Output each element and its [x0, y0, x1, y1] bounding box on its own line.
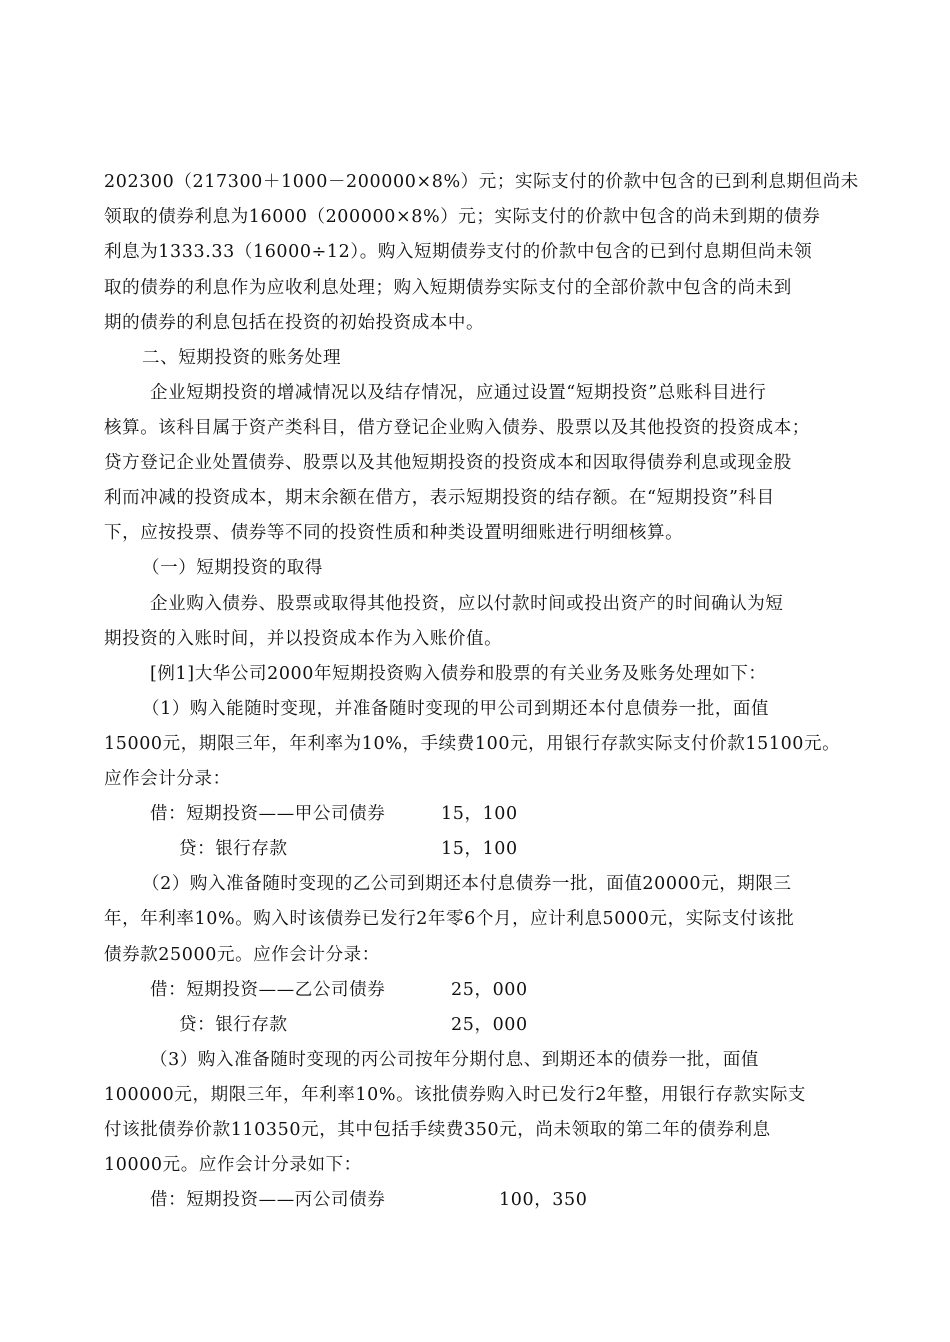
- journal-entry-credit: 贷：银行存款: [179, 839, 288, 859]
- paragraph-line: 期的债券的利息包括在投资的初始投资成本中。: [104, 313, 485, 333]
- paragraph-line: 利息为1333.33（16000÷12）。购入短期债券支付的价款中包含的已到付息期但尚未领: [104, 242, 813, 262]
- journal-entry-amount: 15，100: [441, 804, 518, 824]
- journal-entry-amount: 25，000: [451, 1015, 528, 1035]
- journal-entry-amount: 15，100: [441, 839, 518, 859]
- paragraph-line: 15000元，期限三年，年利率为10%，手续费100元，用银行存款实际支付价款15100元。: [104, 734, 841, 754]
- paragraph-line: 企业短期投资的增减情况以及结存情况，应通过设置“短期投资”总账科目进行: [150, 383, 767, 403]
- paragraph-line: 企业购入债券、股票或取得其他投资，应以付款时间或投出资产的时间确认为短: [150, 594, 784, 614]
- paragraph-line: 100000元，期限三年，年利率10%。该批债券购入时已发行2年整，用银行存款实际支: [104, 1085, 807, 1105]
- section-heading: 二、短期投资的账务处理: [142, 348, 342, 368]
- example-heading: [例1]大华公司2000年短期投资购入债券和股票的有关业务及账务处理如下：: [150, 664, 767, 684]
- journal-entry-credit: 贷：银行存款: [179, 1015, 288, 1035]
- paragraph-line: 下，应按投票、债券等不同的投资性质和种类设置明细账进行明细核算。: [104, 523, 684, 543]
- subsection-heading: （一）短期投资的取得: [142, 558, 323, 578]
- journal-entry-debit: 借：短期投资——乙公司债券: [150, 980, 386, 1000]
- paragraph-line: 贷方登记企业处置债券、股票以及其他短期投资的投资成本和因取得债券利息或现金股: [104, 453, 792, 473]
- paragraph-line: 利而冲减的投资成本，期末余额在借方，表示短期投资的结存额。在“短期投资”科目: [104, 488, 775, 508]
- paragraph-line: 期投资的入账时间，并以投资成本作为入账价值。: [104, 629, 503, 649]
- paragraph-line: 付该批债券价款110350元，其中包括手续费350元，尚未领取的第二年的债券利息: [104, 1120, 771, 1140]
- paragraph-line: 应作会计分录：: [104, 769, 231, 789]
- paragraph-line: 核算。该科目属于资产类科目，借方登记企业购入债券、股票以及其他投资的投资成本；: [104, 418, 810, 438]
- journal-entry-amount: 100，350: [499, 1190, 588, 1210]
- paragraph-line: （3）购入准备随时变现的丙公司按年分期付息、到期还本的债券一批，面值: [150, 1050, 760, 1070]
- paragraph-line: （1）购入能随时变现，并准备随时变现的甲公司到期还本付息债券一批，面值: [142, 699, 770, 719]
- paragraph-line: 202300（217300＋1000－200000×8%）元；实际支付的价款中包含的已到利息期但尚未: [104, 172, 859, 192]
- paragraph-line: 年，年利率10%。购入时该债券已发行2年零6个月，应计利息5000元，实际支付该批: [104, 909, 795, 929]
- journal-entry-debit: 借：短期投资——甲公司债券: [150, 804, 386, 824]
- paragraph-line: （2）购入准备随时变现的乙公司到期还本付息债券一批，面值20000元，期限三: [142, 874, 792, 894]
- journal-entry-debit: 借：短期投资——丙公司债券: [150, 1190, 386, 1210]
- paragraph-line: 10000元。应作会计分录如下：: [104, 1155, 362, 1175]
- journal-entry-amount: 25，000: [451, 980, 528, 1000]
- paragraph-line: 债券款25000元。应作会计分录：: [104, 945, 380, 965]
- paragraph-line: 领取的债券利息为16000（200000×8%）元；实际支付的价款中包含的尚未到期的债券: [104, 207, 821, 227]
- paragraph-line: 取的债券的利息作为应收利息处理；购入短期债券实际支付的全部价款中包含的尚未到: [104, 278, 792, 298]
